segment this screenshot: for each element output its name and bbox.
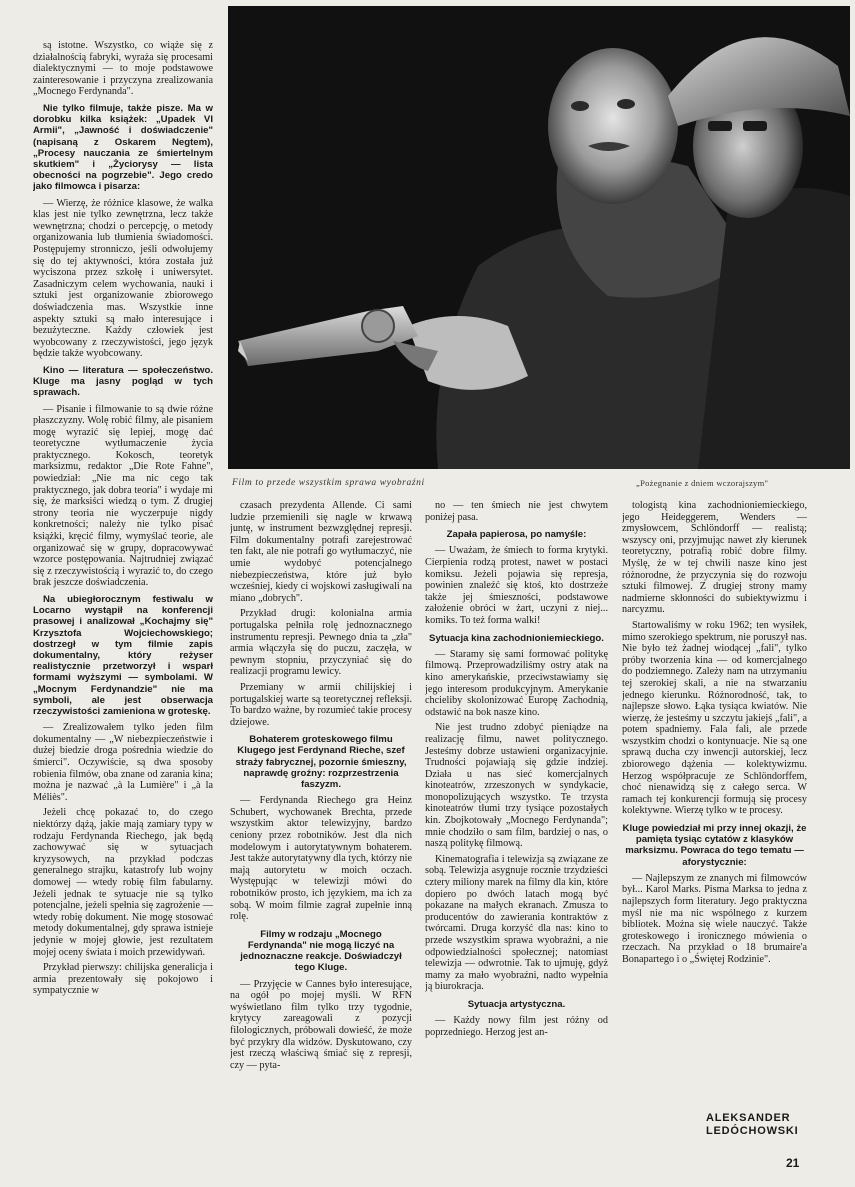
section-lead: Na ubiegłorocznym festiwalu w Locarno wystąpił na konferencji prasowej i analizował „Kochajmy się" Krzysztofa Wojciechowskiego; dostrzegł w tym filmie zapis dokumentalny, który reżyser realistycznie przetworzył i wsparł formami wyższymi — symbolami. W „Mocnym Ferdynandzie" nie ma symboli, ale jest obserwacja rzeczywistości zamieniona w groteskę. [33, 594, 213, 718]
paragraph: — Pisanie i filmowanie to są dwie różne płaszczyzny. Wolę robić filmy, ale pisaniem mogę wyrazić się lepiej, mogę dać teoretyczne wytłumaczenie życia praktycznego. Kokosch, teoretyk marksizmu, redaktor „Die Rote Fahne", powiedział: „Nie ma nic cego tak praktycznego, jak dobra teoria" i wydaje mi się, że marksiści wiedzą o tym. Z drugiej strony teoria nie wyczerpuje nigdy konkretności; należy nie tylko pisać książki, kręcić filmy, wymyślać teorie, ale organizować się w grupy, dopracowywać wzorce postępowania. Najtrudniej związać się z rzeczywistością i wyrazić to, do czego brak jeszcze doświadczenia. [33, 403, 213, 589]
article-column-4 [622, 500, 807, 1095]
paragraph: — Staramy się sami formować politykę filmową. Przeprowadziliśmy ostry atak na kino amerykańskie, przeciwstawiamy się jego interesom produkcyjnym. Amerykanie chcieliby skolonizować Europę Zachodnią, odstawić na bok nasze kino. [425, 648, 608, 718]
paragraph: Przykład drugi: kolonialna armia portugalska pełniła rolę jednoznacznego instrumentu represji. Pewnego dnia ta „zła" armia włączyła się do puczu, zaczęła, w pewnym stopniu, przyczyniać się do realizacji programu lewicy. [230, 608, 412, 678]
photo-caption-right: „Pożegnanie z dniem wczorajszym" [636, 478, 769, 488]
photo-caption-left: Film to przede wszystkim sprawa wyobraźni [232, 478, 425, 488]
article-column-3 [425, 500, 608, 1145]
section-lead: Kluge powiedział mi przy innej okazji, że pamięta tysiąc cytatów z klasyków marksizmu. Powraca do tego tematu — aforystycznie: [622, 823, 807, 868]
film-still-photo [228, 6, 850, 469]
section-lead: Nie tylko filmuje, także pisze. Ma w dorobku kilka książek: „Upadek VI Armii", „Jawność i doświadczenie" (napisaną z Oskarem Negtem), „Procesy nauczania ze śmiertelnym skutkiem" i „Życiorysy — lista obecności na pogrzebie". Jego credo jako filmowca i pisarza: [33, 102, 213, 193]
paragraph: — Wierzę, że różnice klasowe, że walka klas jest nie tylko zewnętrzna, lecz także wewnętrzna; chodzi o percepcję, o metody organizowania lub tłumienia świadomości. Postępujemy stronniczo, jeśli odwołujemy się do tej aktywności, która została już wyciszona przez szkołę i uniwersytet. Zasadniczym celem wychowania, nauki i sztuki jest organizowanie zbiorowego doświadczenia mas. Wszystkie inne aspekty sztuki są mało interesujące i bezużyteczne. Każdy człowiek jest wyobcowany z rzeczywistości, jego język będzie także wyobcowany. [33, 197, 213, 360]
paragraph: — Zrealizowałem tylko jeden film dokumentalny — „W niebezpieczeństwie i dużej biedzie droga pośrednia wiedzie do śmierci". Oczywiście, są dwa sposoby robienia filmów, oba znane od zarania kina; można je nazwać „à la Lumière" i „à la Méliès". [33, 722, 213, 803]
section-lead: Bohaterem groteskowego filmu Klugego jest Ferdynand Rieche, szef straży fabrycznej, pozornie śmieszny, naprawdę groźny: rozprzestrzenia faszyzm. [235, 734, 407, 791]
paragraph: — Przyjęcie w Cannes było interesujące, na ogół po mojej myśli. W RFN wyświetlano film tylko trzy tygodnie, krytycy zareagowali z pozycji filologicznych, próbowali dowieść, że może być przykry dla widzów. Dyskutowano, czy jest rzeczą właściwą śmiać się z represji, czy — pyta- [230, 978, 412, 1071]
author-last-name: LEDÓCHOWSKI [706, 1125, 799, 1137]
author-byline [706, 1112, 816, 1138]
film-still-image [228, 6, 850, 469]
paragraph: — Ferdynanda Riechego gra Heinz Schubert, wychowanek Brechta, przede wszystkim aktor telewizyjny, bardzo ceniony przez robotników. Jest dla nich modelowym i autorytatywnym bohaterem. Jest także autorytatywny dla tych, którzy nie mają autorytetu w moich oczach. Występując w telewizji mówi do robotników prosto, ich językiem, ma ich za sobą. W moim filmie zagrał zupełnie inną rolę. [230, 795, 412, 923]
paragraph: Przykład pierwszy: chilijska generalicja i armia prezentowały się pokojowo i sympatycznie w [33, 962, 213, 997]
section-lead: Kino — literatura — społeczeństwo. Kluge ma jasny pogląd w tych sprawach. [33, 364, 213, 399]
author-first-name: ALEKSANDER [706, 1112, 791, 1124]
paragraph: Jeżeli chcę pokazać to, do czego niektórzy dążą, jakie mają zamiary typy w rodzaju Ferdynanda Riechego, jak będą zachowywać się w sytuacjach kryzysowych, na przykład podczas generalnego strajku, katastrofy lub wojny domowej — wtedy robię film fabularny. Jeżeli jednak te sytuacje nie są tylko potencjalne, jeżeli spełnia się zagrożenie — wtedy robię dokument. Nie mogę stosować metody dokumentalnej, gdy sprawa istnieje jedynie w mojej głowie, jest rezultatem mojej oceny świata i moich przewidywań. [33, 807, 213, 958]
paragraph: Przemiany w armii chilijskiej i portugalskiej warte są teoretycznej refleksji. To bardzo ważne, by rozumieć takie procesy dziejowe. [230, 681, 412, 728]
section-lead: Filmy w rodzaju „Mocnego Ferdynanda" nie mogą liczyć na jednoznaczne reakcje. Doświadczył tego Kluge. [240, 928, 402, 974]
paragraph: — Najlepszym ze znanych mi filmowców był... Karol Marks. Pisma Marksa to jedna z najlepszych form literatury. Jego praktyczna myśl nie ma nic wspólnego z kurzem bibliotek. Można się wiele nauczyć. Także groteskowego i ironicznego mówienia o rzeczach. Na przykład o 18 brumaire'a Bonapartego i o „Świętej Rodzinie". [622, 872, 807, 965]
paragraph: Kinematografia i telewizja są związane ze sobą. Telewizja asygnuje rocznie trzydzieści cztery miliony marek na filmy dla kin, które dopiero po dwóch latach mogą być pokazane na małych ekranach. Zmusza to producentów do zawierania kontraktów z twórcami. Druga korzyść dla nas: kino to przede wszystkim sprawa wyobraźni, a nie odpowiedzialności społecznej; natomiast telewizja — odwrotnie. Tak to ujmuję, gdyż mamy za mało wyobraźni, nadto wypełnia ją biurokracja. [425, 853, 608, 993]
paragraph: — Uważam, że śmiech to forma krytyki. Cierpienia rodzą protest, nawet w postaci komiksu. Jeżeli pojawia się represja, powinien znaleźć się ktoś, kto dostrzeże także jej śmieszności, podstawowe założenie obróci w żart, uczyni z niej... komiks. To też forma walki! [425, 545, 608, 626]
section-lead: Sytuacja artystyczna. [467, 998, 566, 1010]
paragraph: są istotne. Wszystko, co wiąże się z działalnością fabryki, wyraża się procesami dialektycznymi — to moje podstawowe zainteresowanie i przyczyna zrealizowania „Mocnego Ferdynanda". [33, 40, 213, 98]
section-lead: Sytuacja kina zachodnioniemieckiego. [429, 632, 604, 644]
article-column-2 [230, 500, 412, 1145]
paragraph: tologistą kina zachodnioniemieckiego, jego Heideggerem, Wenders — zmysłowcem, Schlöndorff — realistą; wszyscy oni, przyjmując nawet zły kierunek teoretyczny, potrafią robić dobre filmy. Myślę, że w tej chwili nasze kino jest różnorodne, że przyczynia się do rozwoju sztuki filmowej. Z drugiej strony mamy nadmierne skłonności do subiektywizmu i narcyzmu. [622, 500, 807, 616]
paragraph: Startowaliśmy w roku 1962; ten wysiłek, mimo szerokiego spektrum, nie poruszył nas. Nie było też żadnej wiodącej „fali", tylko próby tworzenia kina — od komercjalnego do podziemnego. Zależy nam na utrzymaniu tej szerokiej skali, a nie na stwarzaniu jednego kierunku. Różnorodność, tak, to najlepsze słowo. Łąka tysiąca kwiatów. Nie wierzę, że jesteśmy u szczytu jakiejś „fali", a potem spadniemy. Fala fali, ale przede wszystkim chodzi o kontynuacje. Nie są one sprawą ducha czy inwencji autorskiej, lecz zbiorowego dążenia — kolektywizmu. Herzog współpracuje ze Schlöndorffem, choć nienawidzą się z całego serca. W ramach tej konkurencji formują się procesy kolektywne. Wierzę tylko w te procesy. [622, 619, 807, 817]
paragraph: no — ten śmiech nie jest chwytem poniżej pasa. [425, 500, 608, 523]
paragraph: — Każdy nowy film jest różny od poprzedniego. Herzog jest an- [425, 1015, 608, 1038]
article-column-1 [33, 40, 213, 1145]
paragraph: Nie jest trudno zdobyć pieniądze na realizację filmu, nawet politycznego. Jesteśmy dobrze ustawieni organizacyjnie. Trudności pojawiają się gdzie indziej. Działa u nas sieć komercjalnych kinoteatrów, zrzeszonych w syndykacie, monopolizujących wszystko. Te trzysta kinoteatrów tłumi trzy tysiące pozostałych kin. Zbojkotowały „Mocnego Ferdynanda"; mnie chodziło o sam film, bardziej o nas, o naszą politykę filmową. [425, 722, 608, 850]
page-number: 21 [786, 1156, 800, 1170]
section-lead: Zapała papierosa, po namyśle: [446, 529, 587, 541]
paragraph: czasach prezydenta Allende. Ci sami ludzie przemienili się nagle w krwawą juntę, w instrument bezwzględnej represji. Film dokumentalny potrafi zarejestrować ten fakt, ale nie potrafi go wytłumaczyć, nie umie wydobyć potencjalnego niebezpieczeństwa, które już było wcześniej, kiedy ci wojskowi zasługiwali na miano „dobrych". [230, 500, 412, 604]
